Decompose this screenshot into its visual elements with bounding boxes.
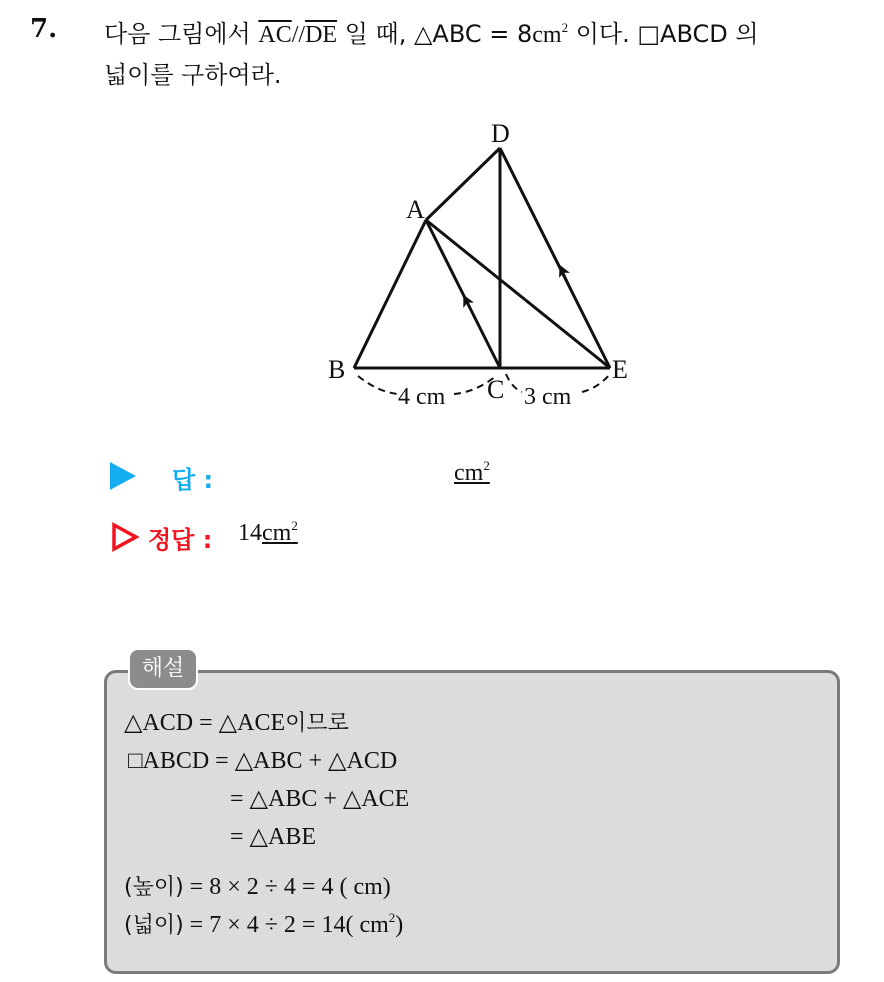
question-number: 7. xyxy=(30,14,58,44)
question-end: 이다. □ABCD 의 xyxy=(575,20,759,48)
solution-line-1-math: △ACD = △ACE xyxy=(124,710,286,736)
solution-line-6-math: = 7 × 4 ÷ 2 = 14( cm xyxy=(183,912,389,938)
solution-line-6 xyxy=(124,908,403,939)
label-b: B xyxy=(328,355,346,384)
answer-unit-exponent: 2 xyxy=(483,458,490,473)
solution-tab: 해설 xyxy=(128,648,198,690)
label-c: C xyxy=(487,375,505,404)
solution-line-6-end: ) xyxy=(395,912,404,938)
length-ce: 3 cm xyxy=(524,384,572,410)
correct-unit xyxy=(262,520,298,546)
parallel-symbol: // xyxy=(291,22,306,48)
correct-value-number: 14 xyxy=(238,520,262,546)
correct-value xyxy=(238,520,298,547)
segment-ac: $\overline{AC}$ xyxy=(258,22,292,48)
solution-line-2: □ABCD = △ABC + △ACD xyxy=(128,748,398,774)
solution-line-6-exponent: 2 xyxy=(388,910,396,925)
solution-line-5-math: = 8 × 2 ÷ 4 = 4 ( cm) xyxy=(183,874,391,900)
segment-ad xyxy=(426,148,500,220)
solution-line-3: = △ABC + △ACE xyxy=(230,786,410,812)
geometry-figure xyxy=(320,112,650,422)
answer-row xyxy=(108,458,628,498)
figure-svg xyxy=(320,112,650,422)
solution-line-4: = △ABE xyxy=(230,824,316,850)
answer-unit-text: cm xyxy=(454,460,484,486)
segment-de-line xyxy=(500,148,610,368)
label-a: A xyxy=(406,195,425,224)
segment-ab xyxy=(354,220,426,368)
correct-unit-text: cm xyxy=(262,520,292,546)
question-line-2: 넓이를 구하여라. xyxy=(104,61,282,89)
segment-ae xyxy=(426,220,610,368)
solution-line-6-korean: (넓이) xyxy=(124,913,184,938)
solution-line-5 xyxy=(124,870,391,901)
question-mid: 일 때, △ABC = 8 xyxy=(344,20,533,48)
question-unit: cm xyxy=(532,22,562,48)
arrow-ac xyxy=(466,300,480,328)
dash-ce-right xyxy=(582,374,610,392)
dash-ce-left xyxy=(506,374,522,392)
segment-ac-line xyxy=(426,220,500,368)
question-line-1 xyxy=(104,14,864,55)
correct-label: 정답 : xyxy=(148,526,213,554)
solution-line-1-korean: 이므로 xyxy=(285,711,349,736)
question-prefix: 다음 그림에서 xyxy=(104,20,251,48)
label-d: D xyxy=(491,119,510,148)
answer-unit xyxy=(454,460,490,487)
question-unit-exponent: 2 xyxy=(561,20,569,35)
question-text xyxy=(104,14,864,95)
correct-answer-row xyxy=(108,518,628,558)
answer-label: 답 : xyxy=(172,466,214,494)
play-triangle-icon xyxy=(110,462,136,490)
solution-line-5-korean: (높이) xyxy=(124,875,184,900)
segment-de: $\overline{DE}$ xyxy=(305,22,338,48)
length-bc: 4 cm xyxy=(398,384,446,410)
correct-unit-exponent: 2 xyxy=(291,518,298,533)
label-e: E xyxy=(612,355,628,384)
solution-line-1 xyxy=(124,706,349,737)
outline-triangle-icon xyxy=(110,522,140,552)
dash-bc xyxy=(358,376,398,394)
arrow-de xyxy=(562,270,578,304)
